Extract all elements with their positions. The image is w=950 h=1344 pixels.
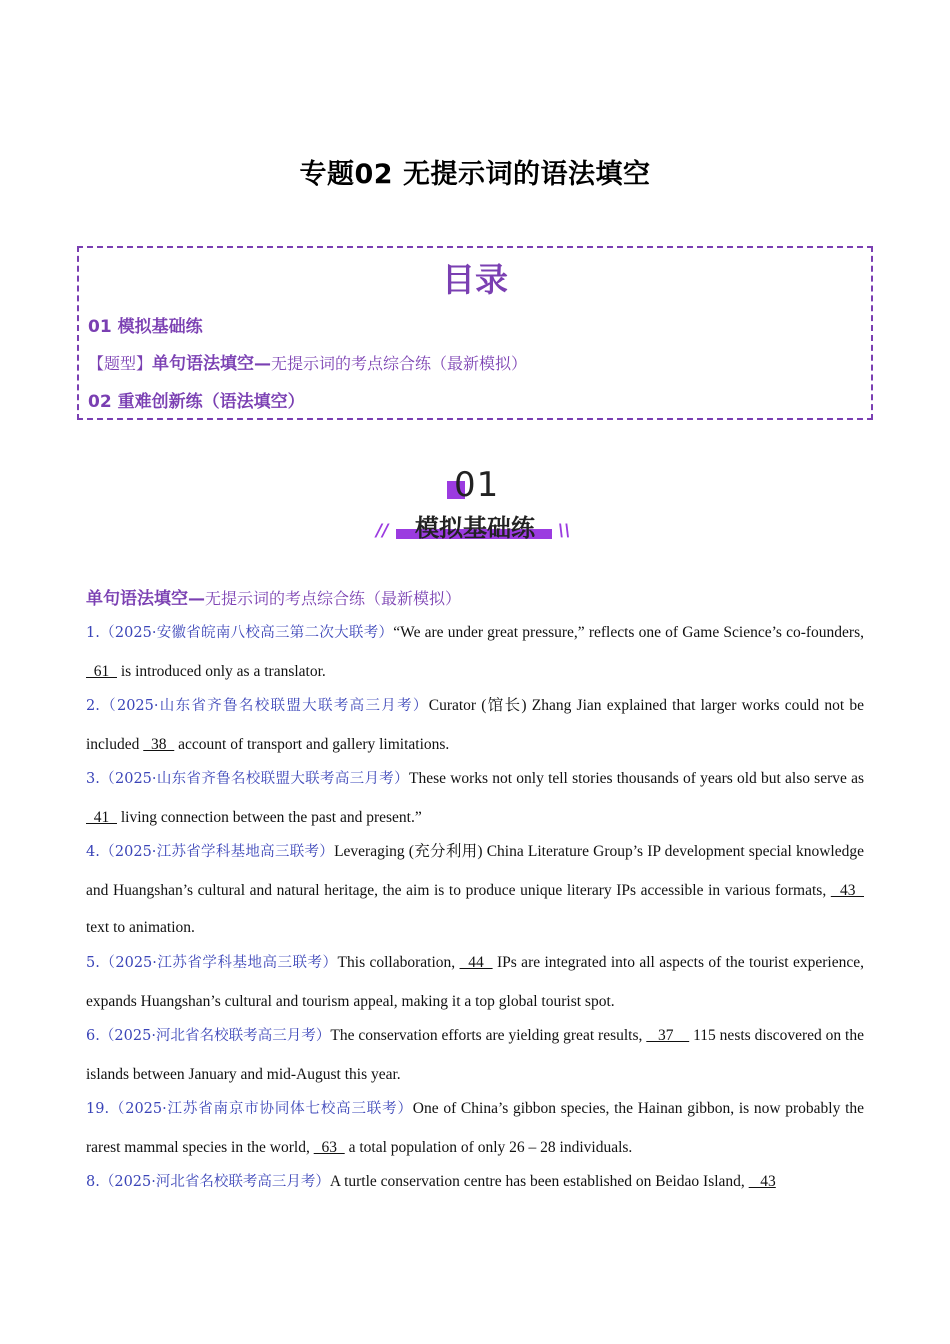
- question-item: [86, 687, 864, 763]
- question-source: （2025·江苏省学科基地高三联考）: [99, 955, 338, 971]
- question-text: IPs are integrated into all aspects of the tourist experience, expands Huangshan’s cultural and tourism appeal, making it a top global tourist spot.: [86, 954, 864, 1010]
- question-item: [86, 1090, 864, 1166]
- question-item: [86, 944, 864, 1020]
- question-item: [86, 614, 864, 690]
- question-number: 19.: [86, 1101, 110, 1117]
- question-item: [86, 760, 864, 836]
- question-text: text to animation.: [86, 919, 195, 936]
- table-of-contents: [77, 246, 873, 420]
- question-text: A turtle conservation centre has been established on Beidao Island,: [329, 1173, 749, 1190]
- question-item: [86, 1017, 864, 1093]
- question-text: a total population of only 26 – 28 individuals.: [344, 1138, 633, 1156]
- section-badge: [370, 463, 580, 553]
- question-number: 5.: [86, 955, 100, 971]
- question-source: （2025·江苏省南京市协同体七校高三联考）: [109, 1101, 413, 1117]
- toc-item-2-sub: 无提示词的考点综合练（最新模拟）: [271, 354, 528, 373]
- toc-item-2[interactable]: [88, 349, 527, 374]
- question-source: （2025·江苏省学科基地高三联考）: [99, 844, 335, 860]
- question-source: （2025·山东省齐鲁名校联盟大联考高三月考）: [99, 771, 409, 787]
- question-text: living connection between the past and present.”: [117, 808, 422, 826]
- question-item: [86, 833, 864, 947]
- question-text: Leveraging (充分利用) China Literature Group’s IP development special knowledge and Huangshan’s cultural and natural heritage, the aim is to produce unique literary IPs accessible in various formats,: [86, 843, 865, 899]
- question-text: The conservation efforts are yielding great results,: [330, 1027, 647, 1044]
- question-number: 1.: [86, 625, 100, 641]
- section-number: 01: [454, 465, 500, 505]
- slash-right-decoration: \\: [558, 521, 571, 541]
- question-text: 115 nests discovered on the islands between January and mid-August this year.: [86, 1027, 864, 1083]
- question-source: （2025·河北省名校联考高三月考）: [99, 1174, 330, 1190]
- question-text: “We are under great pressure,” reflects one of Game Science’s co-founders,: [393, 624, 864, 641]
- question-number: 4.: [86, 844, 100, 860]
- toc-item-3[interactable]: 02 重难创新练（语法填空）: [88, 392, 305, 412]
- answer-blank[interactable]: 37: [646, 1027, 690, 1044]
- toc-heading: 目录: [442, 260, 508, 299]
- question-text: This collaboration,: [337, 954, 460, 971]
- section-subtitle-main: 单句语法填空—: [86, 589, 205, 609]
- slash-left-decoration: //: [376, 521, 389, 541]
- question-number: 8.: [86, 1174, 100, 1190]
- question-number: 6.: [86, 1028, 100, 1044]
- question-source: （2025·安徽省皖南八校高三第二次大联考）: [99, 625, 394, 641]
- page-title: 专题02 无提示词的语法填空: [299, 159, 651, 190]
- answer-blank[interactable]: 61: [86, 662, 117, 680]
- question-source: （2025·山东省齐鲁名校联盟大联考高三月考）: [99, 698, 429, 714]
- question-text: One of China’s gibbon species, the Hainan gibbon, is now probably the rarest mammal species in the world,: [86, 1100, 865, 1156]
- section-name: 模拟基础练: [415, 514, 535, 542]
- answer-blank[interactable]: 38: [143, 735, 175, 753]
- toc-item-2-bracket: 【题型】: [88, 354, 153, 373]
- question-number: 3.: [86, 771, 100, 787]
- question-text: These works not only tell stories thousands of years old but also serve as: [408, 770, 864, 787]
- answer-blank[interactable]: 43: [830, 881, 864, 899]
- answer-blank[interactable]: 41: [86, 808, 117, 826]
- question-item: [86, 1163, 864, 1202]
- toc-item-2-main: 单句语法填空—: [152, 354, 272, 374]
- toc-item-1[interactable]: 01 模拟基础练: [88, 317, 203, 337]
- question-source: （2025·河北省名校联考高三月考）: [99, 1028, 331, 1044]
- answer-blank[interactable]: 43: [748, 1173, 776, 1190]
- section-subtitle: [86, 584, 461, 609]
- section-subtitle-detail: 无提示词的考点综合练（最新模拟）: [205, 589, 462, 608]
- question-text: account of transport and gallery limitations.: [174, 735, 450, 753]
- answer-blank[interactable]: 44: [459, 954, 493, 971]
- question-text: Curator (馆长) Zhang Jian explained that larger works could not be included: [86, 697, 864, 753]
- question-text: is introduced only as a translator.: [117, 662, 326, 680]
- question-number: 2.: [86, 698, 100, 714]
- answer-blank[interactable]: 63: [313, 1138, 345, 1156]
